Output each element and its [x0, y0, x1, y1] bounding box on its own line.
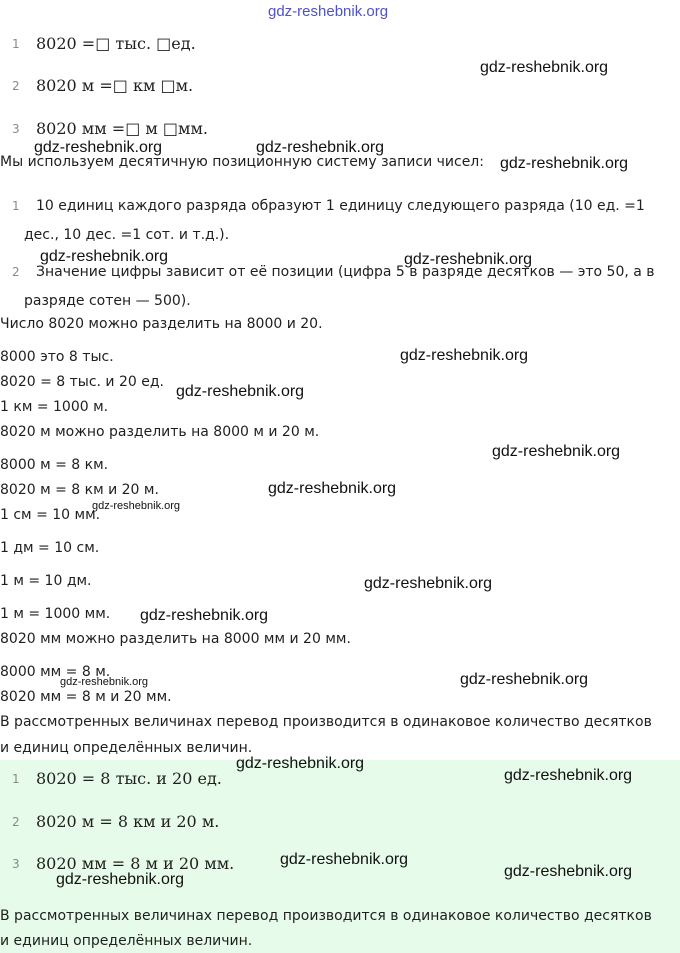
answer-item: 8020 м = 8 км и 20 м. — [36, 812, 220, 831]
rule-text: 10 единиц каждого разряда образуют 1 единицу следующего разряда (10 ед. =1 — [36, 198, 645, 214]
task-number: 3 — [12, 122, 20, 136]
watermark: gdz-reshebnik.org — [140, 607, 269, 624]
watermark: gdz-reshebnik.org — [364, 575, 493, 592]
explanation-line: 8020 м = 8 км и 20 м. — [0, 482, 159, 498]
watermark: gdz-reshebnik.org — [40, 248, 169, 265]
explanation-line: 8020 м можно разделить на 8000 м и 20 м. — [0, 424, 320, 440]
watermark: gdz-reshebnik.org — [504, 767, 633, 784]
rule-text-cont: дес., 10 дес. =1 сот. и т.д.). — [24, 227, 230, 243]
answer-number: 2 — [12, 815, 20, 829]
watermark: gdz-reshebnik.org — [92, 500, 181, 512]
explanation-line: Число 8020 можно разделить на 8000 и 20. — [0, 316, 323, 332]
task-item: 8020 м =□ км □м. — [36, 76, 194, 95]
rule-number: 1 — [12, 199, 20, 213]
watermark: gdz-reshebnik.org — [268, 3, 389, 20]
explanation-line: 1 см = 10 мм. — [0, 507, 101, 523]
explanation-line: 1 км = 1000 м. — [0, 399, 109, 415]
explanation-line: 1 м = 10 дм. — [0, 573, 92, 589]
explanation-line: 1 дм = 10 см. — [0, 540, 100, 556]
explanation-line: 1 м = 1000 мм. — [0, 606, 111, 622]
explanation-line: 8000 мм = 8 м. — [0, 664, 111, 680]
watermark: gdz-reshebnik.org — [236, 755, 365, 772]
rule-text: Значение цифры зависит от её позиции (цифра 5 в разряде десятков — это 50, а в — [36, 264, 655, 280]
task-number: 2 — [12, 79, 20, 93]
watermark: gdz-reshebnik.org — [256, 139, 385, 156]
explanation-line: 8000 это 8 тыс. — [0, 349, 114, 365]
explanation-line: 8020 мм = 8 м и 20 мм. — [0, 689, 172, 705]
watermark: gdz-reshebnik.org — [34, 139, 163, 156]
watermark: gdz-reshebnik.org — [268, 480, 397, 497]
watermark: gdz-reshebnik.org — [504, 863, 633, 880]
watermark: gdz-reshebnik.org — [500, 155, 629, 172]
watermark: gdz-reshebnik.org — [176, 383, 305, 400]
conclusion-line: и единиц определённых величин. — [0, 740, 253, 756]
answer-number: 3 — [12, 857, 20, 871]
rule-number: 2 — [12, 265, 20, 279]
watermark: gdz-reshebnik.org — [60, 676, 149, 688]
watermark: gdz-reshebnik.org — [56, 871, 185, 888]
watermark: gdz-reshebnik.org — [492, 443, 621, 460]
watermark: gdz-reshebnik.org — [404, 251, 533, 268]
task-number: 1 — [12, 37, 20, 51]
conclusion-line: В рассмотренных величинах перевод производится в одинаковое количество десятков — [0, 908, 652, 924]
watermark: gdz-reshebnik.org — [460, 671, 589, 688]
explanation-line: 8020 = 8 тыс. и 20 ед. — [0, 374, 164, 390]
intro-text: Мы используем десятичную позиционную систему записи чисел: — [0, 154, 484, 170]
explanation-line: 8020 мм можно разделить на 8000 мм и 20 мм. — [0, 631, 351, 647]
task-item: 8020 мм =□ м □мм. — [36, 119, 209, 138]
answer-item: 8020 = 8 тыс. и 20 ед. — [36, 769, 222, 788]
answer-number: 1 — [12, 772, 20, 786]
conclusion-line: и единиц определённых величин. — [0, 933, 253, 949]
watermark: gdz-reshebnik.org — [280, 851, 409, 868]
conclusion-line: В рассмотренных величинах перевод производится в одинаковое количество десятков — [0, 714, 652, 730]
watermark: gdz-reshebnik.org — [480, 59, 609, 76]
watermark: gdz-reshebnik.org — [400, 347, 529, 364]
answer-item: 8020 мм = 8 м и 20 мм. — [36, 854, 235, 873]
rule-text-cont: разряде сотен — 500). — [24, 293, 191, 309]
explanation-line: 8000 м = 8 км. — [0, 457, 109, 473]
task-item: 8020 =□ тыс. □ед. — [36, 34, 196, 53]
